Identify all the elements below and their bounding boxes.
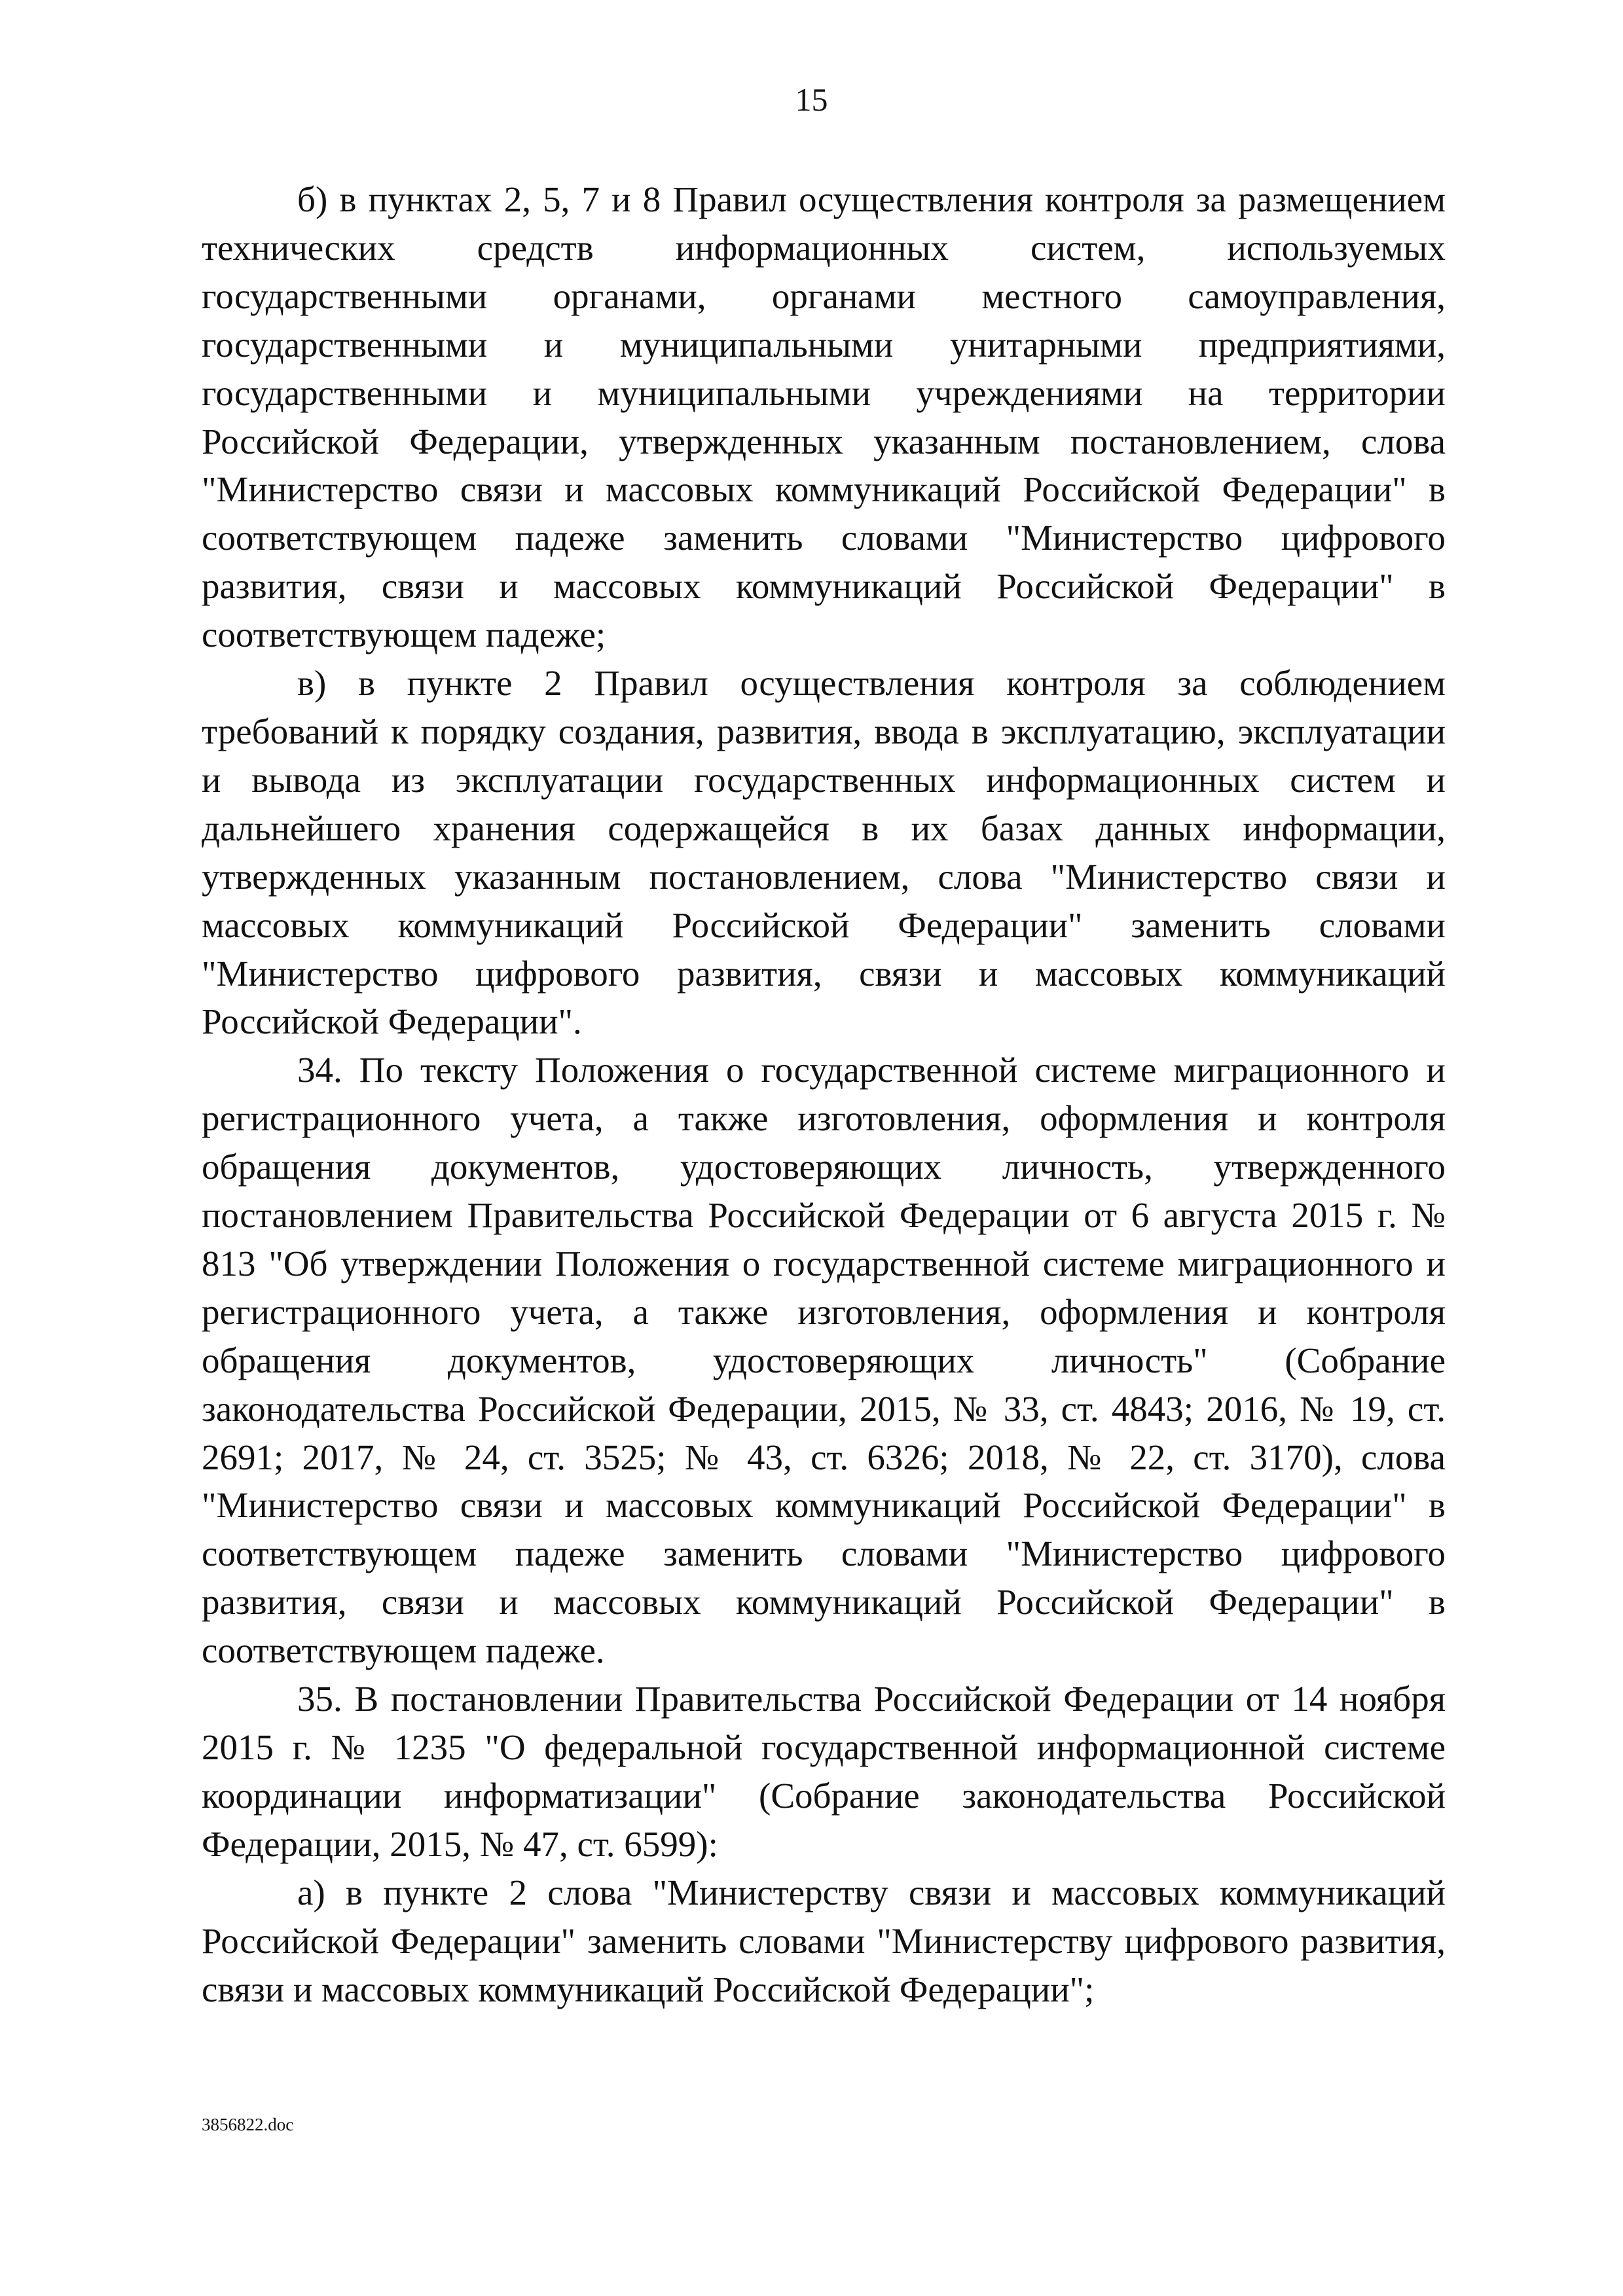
paragraph-35: 35. В постановлении Правительства Российской Федерации от 14 ноября 2015 г. № 1235 "О федеральной государственной информационной системе координации информатизации" (Собрание законодательства Российской Федерации, 2015, № 47, ст. 6599): (202, 1679, 1446, 1864)
page-number: 15 (795, 81, 828, 118)
paragraph-v-clause: в) в пункте 2 Правил осуществления контроля за соблюдением требований к порядку создания, развития, ввода в эксплуатацию, эксплуатации и вывода из эксплуатации государственных информационных систем и дальнейшего хранения содержащейся в их базах данных информации, утвержденных указанным постановлением, слова "Министерство связи и массовых коммуникаций Российской Федерации" заменить словами "Министерство цифрового развития, связи и массовых коммуникаций Российской Федерации". (202, 663, 1446, 1042)
document-body (202, 175, 1446, 2013)
paragraph-a-clause: а) в пункте 2 слова "Министерству связи и массовых коммуникаций Российской Федерации" заменить словами "Министерству цифрового развития, связи и массовых коммуникаций Российской Федерации"; (202, 1872, 1446, 2009)
paragraph-b-clause: б) в пунктах 2, 5, 7 и 8 Правил осуществления контроля за размещением технических средств информационных систем, используемых государственными органами, органами местного самоуправления, государственными и муниципальными унитарными предприятиями, государственными и муниципальными учреждениями на территории Российской Федерации, утвержденных указанным постановлением, слова "Министерство связи и массовых коммуникаций Российской Федерации" в соответствующем падеже заменить словами "Министерство цифрового развития, связи и массовых коммуникаций Российской Федерации" в соответствующем падеже; (202, 179, 1446, 655)
paragraph-34: 34. По тексту Положения о государственной системе миграционного и регистрационного учета, а также изготовления, оформления и контроля обращения документов, удостоверяющих личность, утвержденного постановлением Правительства Российской Федерации от 6 августа 2015 г. № 813 "Об утверждении Положения о государственной системе миграционного и регистрационного учета, а также изготовления, оформления и контроля обращения документов, удостоверяющих личность" (Собрание законодательства Российской Федерации, 2015, № 33, ст. 4843; 2016, № 19, ст. 2691; 2017, № 24, ст. 3525; № 43, ст. 6326; 2018, № 22, ст. 3170), слова "Министерство связи и массовых коммуникаций Российской Федерации" в соответствующем падеже заменить словами "Министерство цифрового развития, связи и массовых коммуникаций Российской Федерации" в соответствующем падеже. (202, 1050, 1446, 1671)
footer-doc-id: 3856822.doc (202, 2115, 294, 2134)
